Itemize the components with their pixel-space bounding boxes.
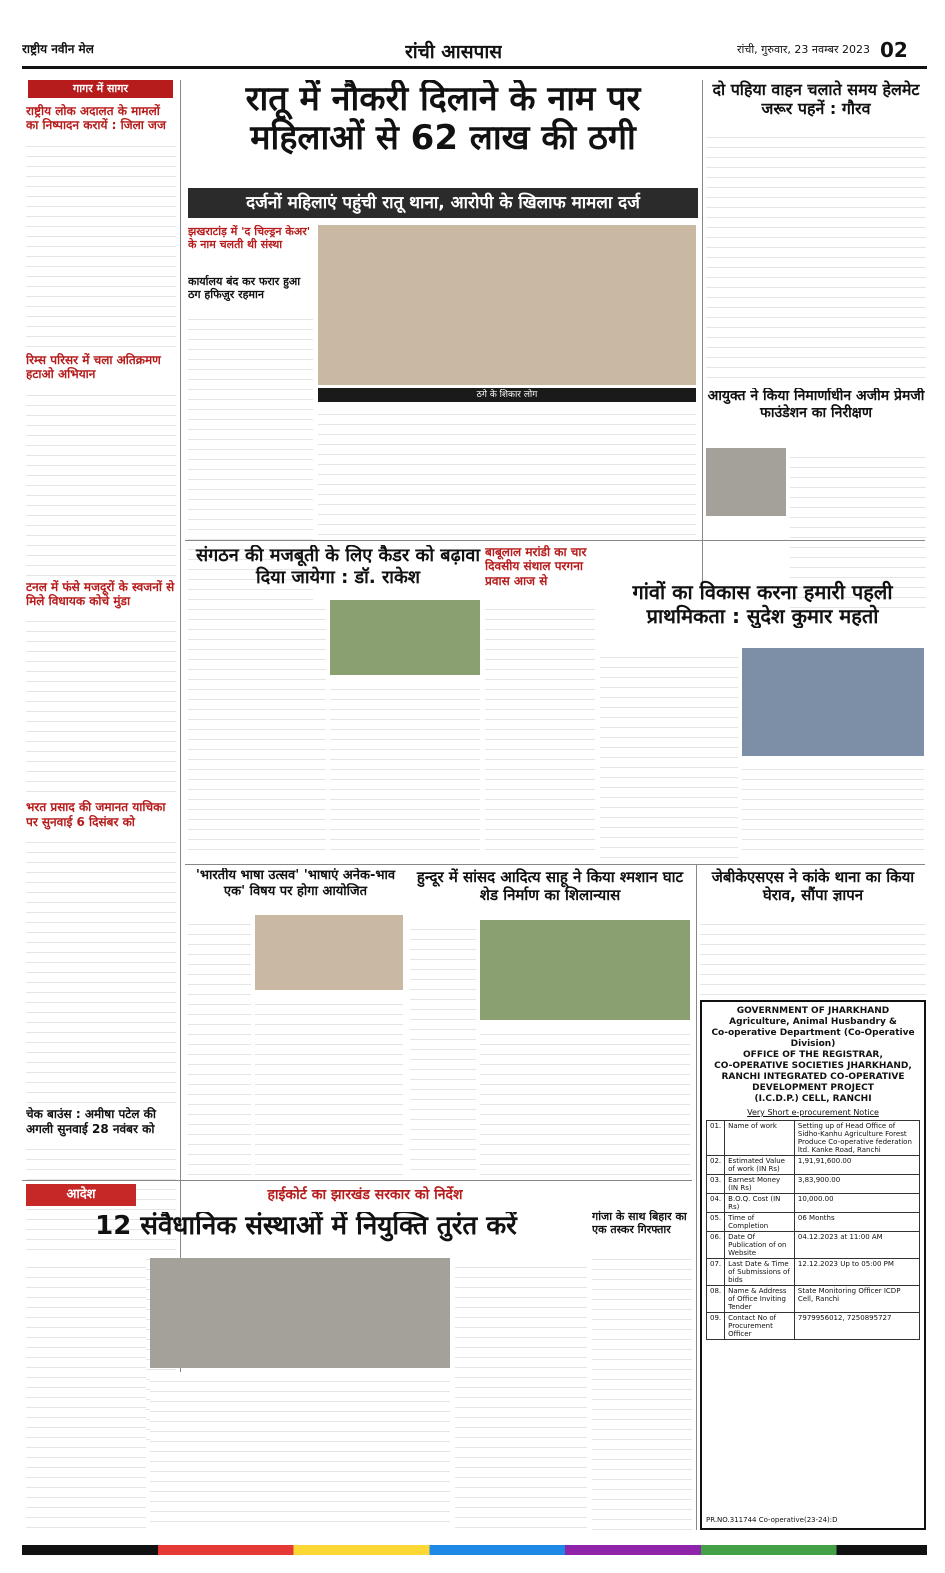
- notice-cell: 1,91,91,600.00: [794, 1156, 919, 1175]
- section-title: रांची आसपास: [405, 41, 503, 63]
- notice-cell: 06 Months: [794, 1213, 919, 1232]
- article-body: [188, 915, 251, 1175]
- tender-notice: [700, 1000, 926, 1530]
- notice-row: [707, 1259, 920, 1286]
- notice-row: [707, 1286, 920, 1313]
- notice-row: [707, 1213, 920, 1232]
- story2-headline: संगठन की मजबूती के लिए कैडर को बढ़ावा दिया जायेगा : डॉ. राकेश: [195, 545, 481, 588]
- article-body: [318, 405, 696, 535]
- article-body: [26, 386, 176, 576]
- notice-cell: 04.: [707, 1194, 725, 1213]
- notice-cell: 01.: [707, 1121, 725, 1156]
- notice-cell: B.O.Q. Cost (IN Rs): [725, 1194, 795, 1213]
- lead-subhead: दर्जनों महिलाएं पहुंची रातू थाना, आरोपी के खिलाफ मामला दर्ज: [188, 188, 698, 218]
- article-body: [26, 833, 176, 1103]
- lead-kicker-2: कार्यालय बंद कर फरार हुआ ठग हफिज़ुर रहमान: [188, 275, 301, 302]
- article-body: [742, 760, 924, 858]
- story5-photo: [255, 915, 403, 990]
- story4-photo: [742, 648, 924, 756]
- story5-headline: 'भारतीय भाषा उत्सव' 'भाषाएं अनेक-भाव एक' विषय पर होगा आयोजित: [195, 868, 396, 899]
- article-body: [26, 137, 176, 349]
- notice-heading: GOVERNMENT OF JHARKHAND Agriculture, Animal Husbandry & Co-operative Department (Co-Operative Division) OFFICE OF THE REGISTRAR, CO-OPERATIVE SOCIETIES JHARKHAND, RANCHI INTEGRATED CO-OPERATIVE DEVELOPMENT PROJECT (I.C.D.P.) CELL, RANCHI: [711, 1006, 915, 1104]
- right-top-headline: दो पहिया वाहन चलाते समय हेलमेट जरूर पहनें : गौरव: [712, 80, 920, 119]
- notice-row: [707, 1175, 920, 1194]
- bottom-headline: 12 संवैधानिक संस्थाओं में नियुक्ति तुरंत करें: [95, 1212, 517, 1241]
- sidebar-headline-3: टनल में फंसे मजदूरों के स्वजनों से मिले विधायक कोचे मुंडा: [26, 579, 175, 608]
- story7-headline: जेबीकेएसएस ने कांके थाना का किया घेराव, सौंपा ज्ञापन: [711, 868, 915, 904]
- notice-cell: Earnest Money (IN Rs): [725, 1175, 795, 1194]
- story4-headline: गांवों का विकास करना हमारी पहली प्राथमिकता : सुदेश कुमार महतो: [632, 580, 893, 628]
- notice-cell: State Monitoring Officer ICDP Cell, Ranchi: [794, 1286, 919, 1313]
- sidebar-headline-4: भरत प्रसाद की जमानत याचिका पर सुनवाई 6 दिसंबर को: [26, 800, 166, 829]
- notice-cell: 07.: [707, 1259, 725, 1286]
- bottom-kicker: हाईकोर्ट का झारखंड सरकार को निर्देश: [267, 1187, 463, 1203]
- column-divider: [696, 864, 697, 1530]
- notice-cell: Contact No of Procurement Officer: [725, 1313, 795, 1340]
- article-body: [410, 920, 476, 1175]
- notice-cell: Estimated Value of work (IN Rs): [725, 1156, 795, 1175]
- photo-caption: ठगे के शिकार लोग: [318, 388, 696, 402]
- column-divider: [180, 80, 181, 1460]
- article-body: [485, 600, 595, 858]
- article-body: [592, 1250, 692, 1530]
- sidebar-headline-1: राष्ट्रीय लोक अदालत के मामलों का निष्पादन करायें : जिला जज: [26, 104, 166, 133]
- article-body: [700, 915, 926, 995]
- row-divider: [185, 864, 925, 865]
- notice-cell: Time of Completion: [725, 1213, 795, 1232]
- notice-cell: Date Of Publication of on Website: [725, 1232, 795, 1259]
- notice-table: [706, 1120, 920, 1340]
- notice-cell: Name & Address of Office Inviting Tender: [725, 1286, 795, 1313]
- story8-headline: गांजा के साथ बिहार का एक तस्कर गिरफ्तार: [592, 1210, 687, 1237]
- article-body: [706, 128, 926, 383]
- row-divider: [22, 1180, 692, 1181]
- notice-cell: Last Date & Time of Submissions of bids: [725, 1259, 795, 1286]
- article-body: [150, 1372, 450, 1530]
- sidebar-headline-5: चेक बाउंस : अमीषा पटेल की अगली सुनवाई 28 नवंबर को: [26, 1107, 156, 1136]
- row-divider: [185, 540, 925, 541]
- notice-cell: 06.: [707, 1232, 725, 1259]
- notice-cell: Setting up of Head Office of Sidho-Kanhu Agriculture Forest Produce Co-operative federation ltd. Kanke Road, Ranchi: [794, 1121, 919, 1156]
- notice-cell: 09.: [707, 1313, 725, 1340]
- notice-cell: Name of work: [725, 1121, 795, 1156]
- story6-headline: हुन्दूर में सांसद आदित्य साहू ने किया श्मशान घाट शेड निर्माण का शिलान्यास: [416, 868, 684, 904]
- article-body: [330, 680, 480, 858]
- notice-cell: 02.: [707, 1156, 725, 1175]
- story2-photo: [330, 600, 480, 675]
- article-body: [480, 1025, 690, 1175]
- masthead: [0, 0, 945, 72]
- story3-headline: बाबूलाल मरांडी का चार दिवसीय संथाल परगना प्रवास आज से: [485, 545, 587, 588]
- color-registration-strip: [22, 1545, 927, 1555]
- notice-row: [707, 1156, 920, 1175]
- header-rule: [22, 66, 927, 69]
- story6-photo: [480, 920, 690, 1020]
- article-body: [455, 1258, 587, 1530]
- notice-row: [707, 1194, 920, 1213]
- sidebar-tag: गागर में सागर: [28, 80, 173, 98]
- notice-cell: 12.12.2023 Up to 05:00 PM: [794, 1259, 919, 1286]
- notice-cell: 3,83,900.00: [794, 1175, 919, 1194]
- notice-footer: PR.NO.311744 Co-operative(23-24):D: [706, 1516, 838, 1524]
- lead-kicker: झखराटांड़ में 'द चिल्ड्रन केअर' के नाम चलती थी संस्था: [188, 225, 311, 252]
- article-body: [255, 995, 403, 1175]
- right-mid-headline: आयुक्त ने किया निमार्णाधीन अजीम प्रेमजी फाउंडेशन का निरीक्षण: [707, 388, 925, 421]
- lead-photo: [318, 225, 696, 385]
- article-body: [26, 1258, 146, 1530]
- article-body: [26, 612, 176, 796]
- page-number: 02: [880, 38, 908, 62]
- article-body: [188, 600, 326, 858]
- bottom-tag: आदेश: [26, 1184, 136, 1206]
- bottom-photo: [150, 1258, 450, 1368]
- article-body: [600, 648, 738, 858]
- notice-subtitle: Very Short e-procurement Notice: [747, 1108, 879, 1117]
- paper-logo: राष्ट्रीय नवीन मेल: [22, 42, 94, 56]
- notice-cell: 05.: [707, 1213, 725, 1232]
- notice-row: [707, 1232, 920, 1259]
- notice-row: [707, 1313, 920, 1340]
- notice-cell: 04.12.2023 at 11:00 AM: [794, 1232, 919, 1259]
- notice-cell: 10,000.00: [794, 1194, 919, 1213]
- sidebar-headline-2: रिम्स परिसर में चला अतिक्रमण हटाओ अभियान: [26, 352, 161, 382]
- issue-date: रांची, गुरुवार, 23 नवम्बर 2023: [737, 43, 870, 56]
- column-divider: [702, 80, 703, 600]
- notice-row: [707, 1121, 920, 1156]
- portrait-photo: [706, 448, 786, 516]
- notice-cell: 03.: [707, 1175, 725, 1194]
- notice-cell: 7979956012, 7250895727: [794, 1313, 919, 1340]
- lead-headline: रातू में नौकरी दिलाने के नाम पर महिलाओं से 62 लाख की ठगी: [245, 80, 641, 159]
- notice-cell: 08.: [707, 1286, 725, 1313]
